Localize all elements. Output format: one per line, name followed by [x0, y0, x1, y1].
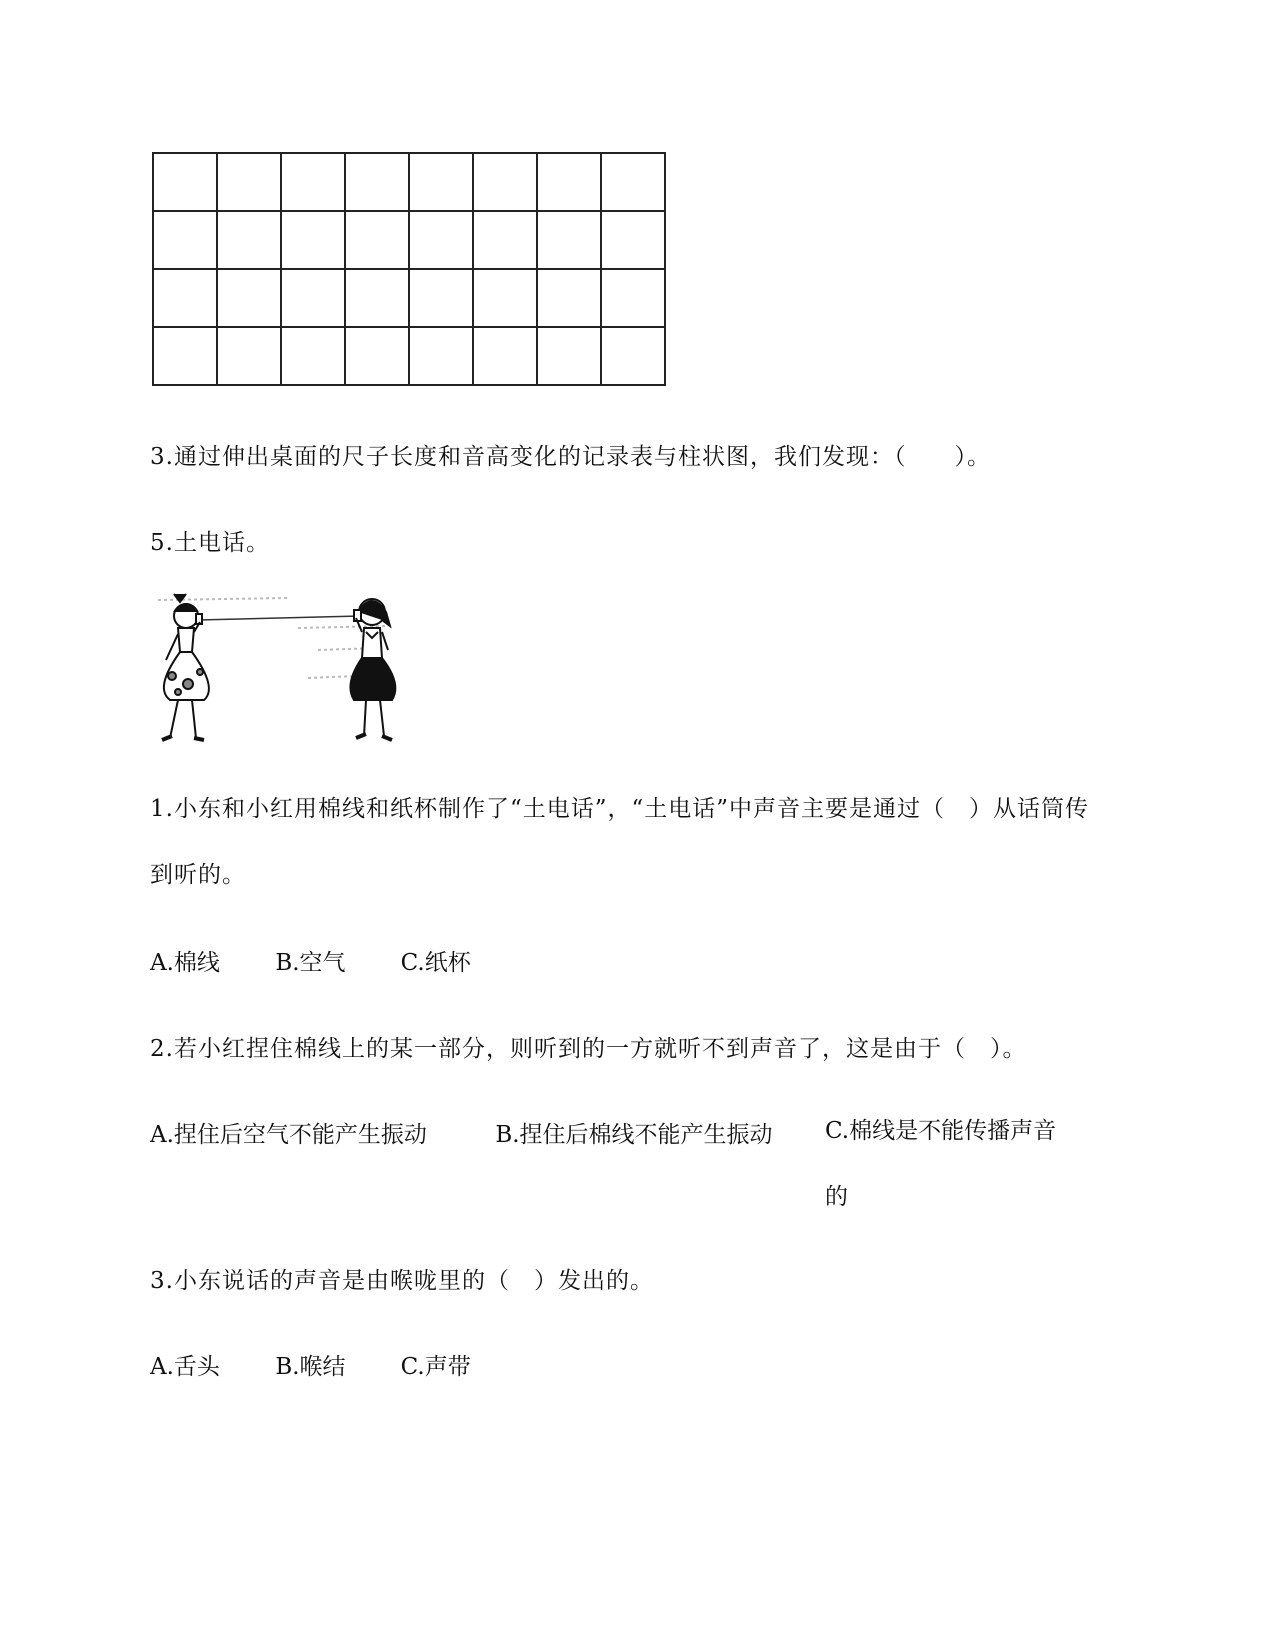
answer-grid: [152, 152, 666, 386]
option-a: A.棉线: [150, 950, 220, 976]
question-1-options: [150, 944, 471, 977]
option-b: B.捏住后棉线不能产生振动: [495, 1122, 773, 1148]
option-b: B.喉结: [275, 1354, 346, 1380]
option-b: B.空气: [275, 950, 346, 976]
question-2-text: 2.若小红捏住棉线上的某一部分，则听到的一方就听不到声音了，这是由于（ ）。: [150, 1036, 1027, 1062]
question-3-prompt: 3.通过伸出桌面的尺子长度和音高变化的记录表与柱状图，我们发现：（ ）。: [150, 444, 991, 470]
string-telephone-illustration: [148, 588, 428, 768]
section-5-title: 5.土电话。: [150, 530, 270, 556]
option-a: A.捏住后空气不能产生振动: [150, 1122, 427, 1148]
option-c: C.棉线是不能传播声音的: [825, 1118, 1057, 1210]
option-c: C.纸杯: [400, 950, 471, 976]
option-c: C.声带: [400, 1354, 471, 1380]
option-a: A.舌头: [150, 1354, 220, 1380]
question-2-options: [150, 1116, 833, 1149]
question-1-text: 1.小东和小红用棉线和纸杯制作了“土电话”，“土电话”中声音主要是通过（ ）从话筒传到听的。: [150, 796, 1089, 888]
question-3b-options: [150, 1348, 471, 1381]
question-3b-text: 3.小东说话的声音是由喉咙里的（ ）发出的。: [150, 1268, 654, 1294]
